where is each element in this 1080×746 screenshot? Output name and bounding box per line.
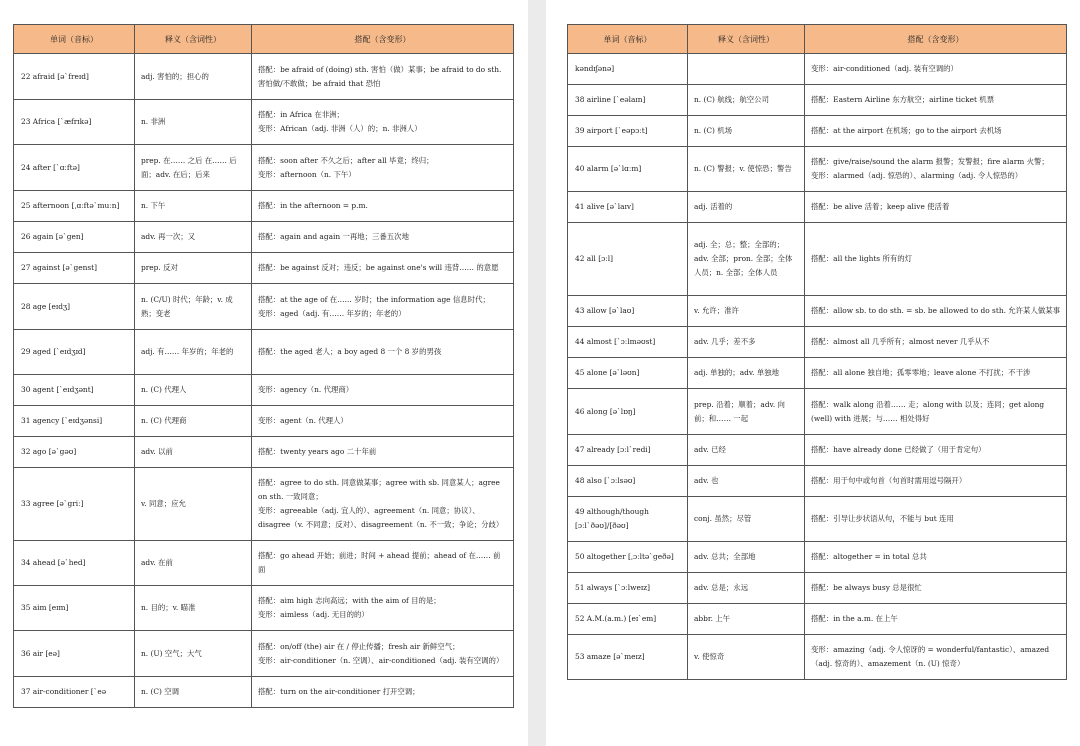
word-cell: 42 all [ɔːl] (568, 223, 688, 296)
word-cell: 41 alive [ə`laɪv] (568, 192, 688, 223)
usage-cell: 搭配：twenty years ago 二十年前 (252, 437, 514, 468)
table-row (568, 389, 1067, 435)
usage-cell: 搭配：on/off (the) air 在 / 停止传播；fresh air 新鲜空气； 变形：air-conditioner（n. 空调）、air-conditioned（adj. 装有空调的） (252, 631, 514, 677)
word-cell: 50 altogether [ˌɔːltə`geðə] (568, 542, 688, 573)
usage-cell: 搭配：all alone 独自地；孤零零地；leave alone 不打扰；不干涉 (805, 358, 1067, 389)
table-row (14, 145, 514, 191)
word-cell: 35 aim [eɪm] (14, 586, 135, 631)
meaning-cell: n. (C) 代理人 (135, 375, 252, 406)
header-word: 单词（音标） (568, 25, 688, 54)
word-cell: 44 almost [`ɔːlməʊst] (568, 327, 688, 358)
table-row (14, 677, 514, 708)
usage-cell: 搭配：用于句中或句首（句首时需用逗号隔开） (805, 466, 1067, 497)
usage-cell: 搭配：in the afternoon = p.m. (252, 191, 514, 222)
table-row (568, 296, 1067, 327)
meaning-cell: adj. 活着的 (688, 192, 805, 223)
table-row (568, 635, 1067, 680)
meaning-cell: n. (C) 警报；v. 使惊恐；警告 (688, 147, 805, 192)
usage-cell: 搭配：aim high 志向高远；with the aim of 目的是； 变形：aimless（adj. 无目的的） (252, 586, 514, 631)
word-cell: 22 afraid [ə`freɪd] (14, 54, 135, 100)
table-row (568, 192, 1067, 223)
header-word: 单词（音标） (14, 25, 135, 54)
meaning-cell: n. 下午 (135, 191, 252, 222)
meaning-cell: conj. 虽然；尽管 (688, 497, 805, 542)
usage-cell: 搭配：have already done 已经做了（用于肯定句） (805, 435, 1067, 466)
word-cell: 36 air [eə] (14, 631, 135, 677)
usage-cell: 搭配：walk along 沿着…… 走；along with 以及；连同；get along (well) with 进展；与…… 相处得好 (805, 389, 1067, 435)
word-cell: 23 Africa [`æfrɪkə] (14, 100, 135, 145)
word-cell: 33 agree [ə`griː] (14, 468, 135, 541)
table-row (14, 100, 514, 145)
word-cell: 24 after [`ɑːftə] (14, 145, 135, 191)
page-right (546, 0, 1080, 746)
header-meaning: 释义（含词性） (688, 25, 805, 54)
word-cell: 47 already [ɔːl`redi] (568, 435, 688, 466)
usage-cell: 搭配：be afraid of (doing) sth. 害怕（做）某事；be afraid to do sth. 害怕做/不敢做；be afraid that 恐怕 (252, 54, 514, 100)
meaning-cell: n. (C) 机场 (688, 116, 805, 147)
header-usage: 搭配（含变形） (805, 25, 1067, 54)
table-row (14, 541, 514, 586)
meaning-cell: adj. 有…… 年岁的；年老的 (135, 330, 252, 375)
usage-cell: 搭配：引导让步状语从句，不能与 but 连用 (805, 497, 1067, 542)
table-row (568, 116, 1067, 147)
word-cell: 27 against [ə`genst] (14, 253, 135, 284)
table-row (14, 375, 514, 406)
usage-cell: 搭配：almost all 几乎所有；almost never 几乎从不 (805, 327, 1067, 358)
usage-cell: 搭配：give/raise/sound the alarm 报警；发警报；fire alarm 火警； 变形：alarmed（adj. 惊恐的）、alarming（adj. 令人惊恐的） (805, 147, 1067, 192)
usage-cell: 搭配：go ahead 开始；前进；时间 + ahead 提前；ahead of 在…… 前面 (252, 541, 514, 586)
meaning-cell: n. 目的；v. 瞄准 (135, 586, 252, 631)
table-row (568, 604, 1067, 635)
vocab-table-right (567, 24, 1067, 680)
word-cell: 29 aged [`eɪdʒɪd] (14, 330, 135, 375)
table-header-row (14, 25, 514, 54)
meaning-cell: adv. 在前 (135, 541, 252, 586)
table-row (14, 222, 514, 253)
table-row (14, 586, 514, 631)
meaning-cell: n. (C) 代理商 (135, 406, 252, 437)
word-cell: 37 air-conditioner [`eə (14, 677, 135, 708)
meaning-cell: adv. 总共；全部地 (688, 542, 805, 573)
meaning-cell: adv. 也 (688, 466, 805, 497)
usage-cell: 搭配：at the airport 在机场；go to the airport 去机场 (805, 116, 1067, 147)
usage-cell: 搭配：altogether = in total 总共 (805, 542, 1067, 573)
word-cell: 40 alarm [ə`lɑːm] (568, 147, 688, 192)
word-cell: kəndɪʃənə] (568, 54, 688, 85)
table-header-row (568, 25, 1067, 54)
usage-cell: 搭配：at the age of 在…… 岁时；the information age 信息时代； 变形：aged（adj. 有…… 年岁的；年老的） (252, 284, 514, 330)
table-row (568, 466, 1067, 497)
meaning-cell: n. (U) 空气；大气 (135, 631, 252, 677)
meaning-cell: v. 允许；准许 (688, 296, 805, 327)
usage-cell: 搭配：be always busy 总是很忙 (805, 573, 1067, 604)
word-cell: 31 agency [`eɪdʒənsi] (14, 406, 135, 437)
meaning-cell: v. 同意；应允 (135, 468, 252, 541)
table-row (568, 327, 1067, 358)
vocab-table-left (13, 24, 514, 708)
usage-cell: 搭配：be against 反对；违反；be against one's will 违背…… 的意愿 (252, 253, 514, 284)
meaning-cell: adj. 全；总；整；全部的；adv. 全部；pron. 全部；全体人员；n. 全部；全体人员 (688, 223, 805, 296)
meaning-cell: adv. 几乎；差不多 (688, 327, 805, 358)
meaning-cell: adj. 害怕的；担心的 (135, 54, 252, 100)
meaning-cell: prep. 反对 (135, 253, 252, 284)
usage-cell: 搭配：allow sb. to do sth. = sb. be allowed to do sth. 允许某人做某事 (805, 296, 1067, 327)
word-cell: 32 ago [ə`gəʊ] (14, 437, 135, 468)
meaning-cell: adv. 再一次；又 (135, 222, 252, 253)
table-row (14, 253, 514, 284)
usage-cell: 变形：agent（n. 代理人） (252, 406, 514, 437)
usage-cell: 搭配：be alive 活着；keep alive 使活着 (805, 192, 1067, 223)
meaning-cell: n. (C/U) 时代；年龄；v. 成熟；变老 (135, 284, 252, 330)
meaning-cell: adv. 总是；永远 (688, 573, 805, 604)
table-row (568, 147, 1067, 192)
meaning-cell: abbr. 上午 (688, 604, 805, 635)
usage-cell: 搭配：again and again 一再地；三番五次地 (252, 222, 514, 253)
page-left (0, 0, 528, 746)
table-row (568, 85, 1067, 116)
meaning-cell: prep. 在…… 之后 在…… 后面；adv. 在后；后来 (135, 145, 252, 191)
word-cell: 51 always [`ɔːlweɪz] (568, 573, 688, 604)
table-row (568, 223, 1067, 296)
usage-cell: 变形：air-conditioned（adj. 装有空调的） (805, 54, 1067, 85)
meaning-cell: prep. 沿着；顺着；adv. 向前；和…… 一起 (688, 389, 805, 435)
word-cell: 45 alone [ə`ləʊn] (568, 358, 688, 389)
word-cell: 52 A.M.(a.m.) [eɪ`em] (568, 604, 688, 635)
meaning-cell: n. (C) 航线；航空公司 (688, 85, 805, 116)
word-cell: 34 ahead [ə`hed] (14, 541, 135, 586)
meaning-cell: adj. 单独的；adv. 单独地 (688, 358, 805, 389)
word-cell: 26 again [ə`gen] (14, 222, 135, 253)
table-body-right (568, 54, 1067, 680)
table-row (568, 358, 1067, 389)
table-row (568, 573, 1067, 604)
word-cell: 43 allow [ə`laʊ] (568, 296, 688, 327)
word-cell: 28 age [eɪdʒ] (14, 284, 135, 330)
word-cell: 46 along [ə`lɒŋ] (568, 389, 688, 435)
meaning-cell: v. 使惊奇 (688, 635, 805, 680)
word-cell: 30 agent [`eɪdʒənt] (14, 375, 135, 406)
table-row (14, 330, 514, 375)
table-body-left (14, 54, 514, 708)
usage-cell: 搭配：soon after 不久之后；after all 毕竟；终归； 变形：afternoon（n. 下午） (252, 145, 514, 191)
usage-cell: 搭配：in Africa 在非洲； 变形：African（adj. 非洲（人）的；n. 非洲人） (252, 100, 514, 145)
header-usage: 搭配（含变形） (252, 25, 514, 54)
meaning-cell (688, 54, 805, 85)
table-row (14, 54, 514, 100)
usage-cell: 搭配：the aged 老人；a boy aged 8 一个 8 岁的男孩 (252, 330, 514, 375)
meaning-cell: adv. 已经 (688, 435, 805, 466)
usage-cell: 搭配：Eastern Airline 东方航空；airline ticket 机票 (805, 85, 1067, 116)
usage-cell: 变形：amazing（adj. 令人惊讶的 = wonderful/fantastic）、amazed（adj. 惊奇的）、amazement（n. (U) 惊奇） (805, 635, 1067, 680)
table-row (14, 406, 514, 437)
usage-cell: 变形：agency（n. 代理商） (252, 375, 514, 406)
table-row (568, 435, 1067, 466)
word-cell: 53 amaze [ə`meɪz] (568, 635, 688, 680)
table-row (14, 284, 514, 330)
word-cell: 48 also [`ɔːlsəʊ] (568, 466, 688, 497)
table-row (568, 497, 1067, 542)
table-row (14, 631, 514, 677)
table-row (14, 191, 514, 222)
table-row (14, 437, 514, 468)
usage-cell: 搭配：all the lights 所有的灯 (805, 223, 1067, 296)
table-row (14, 468, 514, 541)
word-cell: 25 afternoon [ˌɑːftə`muːn] (14, 191, 135, 222)
meaning-cell: n. (C) 空调 (135, 677, 252, 708)
meaning-cell: adv. 以前 (135, 437, 252, 468)
word-cell: 49 although/though [ɔːl`ðəʊ]/[ðəʊ] (568, 497, 688, 542)
usage-cell: 搭配：agree to do sth. 同意做某事；agree with sb. 同意某人；agree on sth. 一致同意； 变形：agreeable（adj. 宜人的）、agreement（n. 同意；协议）、disagree（v. 不同意；反对）、disagreement（n. 不一致；争论；分歧） (252, 468, 514, 541)
usage-cell: 搭配：turn on the air-conditioner 打开空调； (252, 677, 514, 708)
word-cell: 39 airport [`eəpɔːt] (568, 116, 688, 147)
usage-cell: 搭配：in the a.m. 在上午 (805, 604, 1067, 635)
table-row (568, 542, 1067, 573)
word-cell: 38 airline [`eəlaɪn] (568, 85, 688, 116)
meaning-cell: n. 非洲 (135, 100, 252, 145)
table-row (568, 54, 1067, 85)
header-meaning: 释义（含词性） (135, 25, 252, 54)
